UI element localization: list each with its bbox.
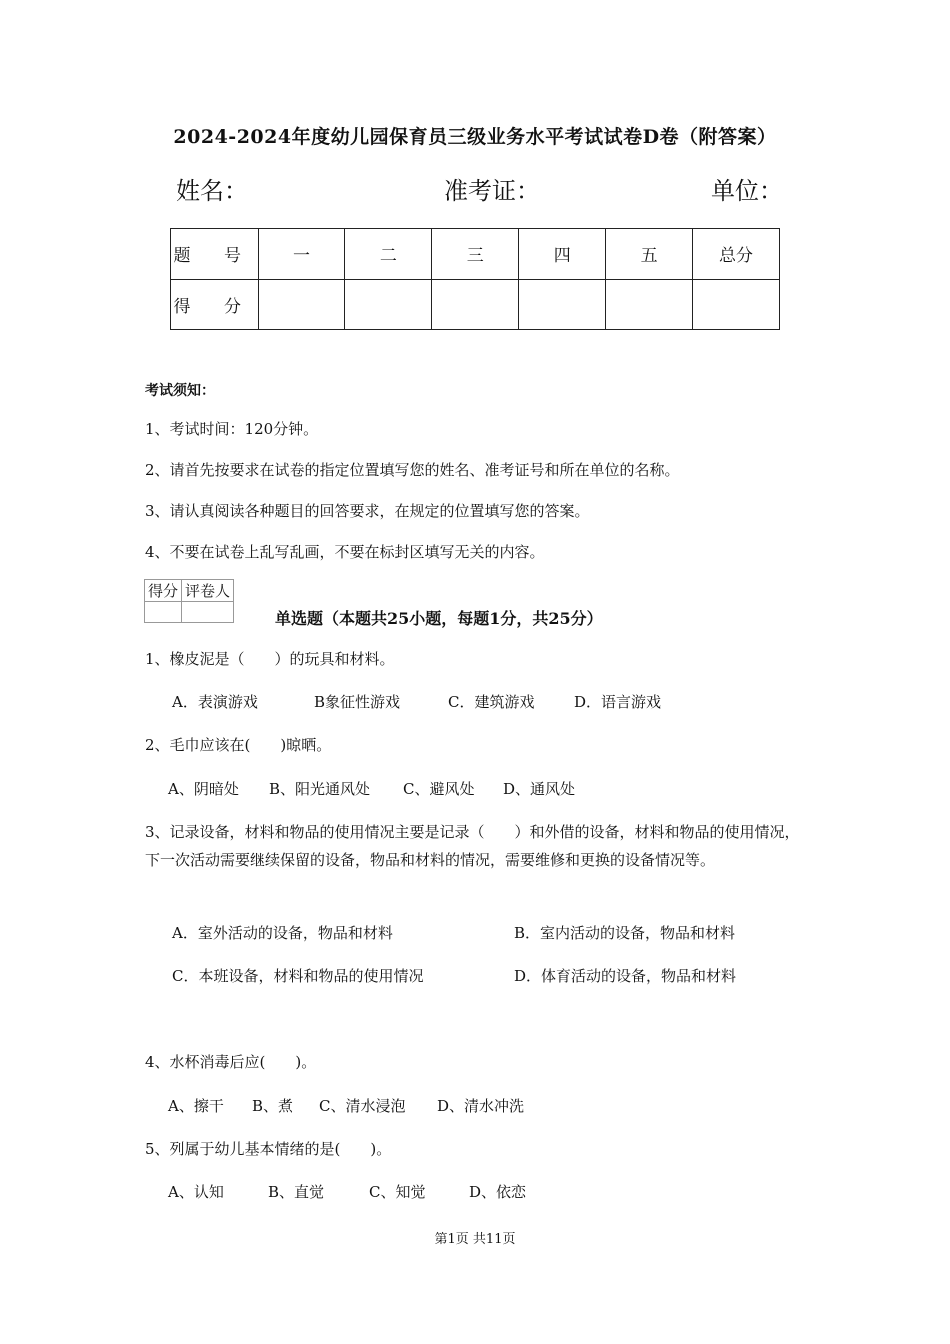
- notice-item-1: 1、考试时间：120分钟。: [145, 420, 319, 438]
- score-cell-5: [606, 279, 693, 330]
- score-cell-total: [693, 279, 780, 330]
- question-2: 2、毛巾应该在( )晾晒。: [145, 736, 332, 754]
- score-table-header-total: 总分: [693, 229, 780, 280]
- exam-title: 2024-2024年度幼儿园保育员三级业务水平考试试卷D卷（附答案）: [173, 126, 777, 148]
- question-3: 3、记录设备，材料和物品的使用情况主要是记录（ ）和外借的设备，材料和物品的使用情况，下一次活动需要继续保留的设备，物品和材料的情况，需要维修和更换的设备情况等。: [145, 823, 800, 869]
- score-table-header-label: 题 号: [171, 229, 259, 280]
- q5-option-a: A、认知: [168, 1183, 224, 1201]
- grader-box-grader-cell: [182, 602, 234, 623]
- grader-box-score-cell: [145, 602, 182, 623]
- q3-option-c: C．本班设备，材料和物品的使用情况: [172, 967, 424, 985]
- score-table: [170, 228, 780, 330]
- score-table-score-label: 得 分: [171, 279, 259, 330]
- score-cell-2: [345, 279, 432, 330]
- score-table-header-4: 四: [519, 229, 606, 280]
- q4-option-a: A、擦干: [168, 1097, 224, 1115]
- q1-option-c: C．建筑游戏: [448, 693, 535, 711]
- exam-id-field-label: 准考证：: [444, 177, 540, 205]
- score-cell-1: [258, 279, 345, 330]
- question-4: 4、水杯消毒后应( )。: [145, 1053, 317, 1071]
- notice-heading: 考试须知：: [145, 383, 215, 399]
- score-table-header-3: 三: [432, 229, 519, 280]
- grader-box-score-label: 得分: [145, 580, 182, 602]
- notice-item-4: 4、不要在试卷上乱写乱画，不要在标封区填写无关的内容。: [145, 543, 545, 561]
- section-title: 单选题（本题共25小题，每题1分，共25分）: [275, 609, 603, 628]
- notice-item-3: 3、请认真阅读各种题目的回答要求，在规定的位置填写您的答案。: [145, 502, 590, 520]
- score-table-header-5: 五: [606, 229, 693, 280]
- q1-option-b: B象征性游戏: [314, 693, 401, 711]
- name-field-label: 姓名：: [176, 177, 248, 205]
- grader-box: [144, 579, 234, 623]
- q2-option-a: A、阴暗处: [168, 780, 239, 798]
- q4-option-d: D、清水冲洗: [437, 1097, 525, 1115]
- score-cell-3: [432, 279, 519, 330]
- q5-option-b: B、直觉: [268, 1183, 325, 1201]
- q2-option-c: C、避风处: [403, 780, 475, 798]
- q4-option-b: B、煮: [252, 1097, 294, 1115]
- q5-option-d: D、依恋: [469, 1183, 527, 1201]
- q1-option-a: A．表演游戏: [172, 693, 258, 711]
- score-table-score-row: [171, 279, 780, 330]
- score-table-header-2: 二: [345, 229, 432, 280]
- unit-field-label: 单位：: [711, 177, 783, 205]
- question-5: 5、列属于幼儿基本情绪的是( )。: [145, 1140, 392, 1158]
- q3-option-d: D．体育活动的设备，物品和材料: [514, 967, 737, 985]
- q3-option-b: B．室内活动的设备，物品和材料: [514, 924, 736, 942]
- q3-option-a: A．室外活动的设备，物品和材料: [172, 924, 393, 942]
- q4-option-c: C、清水浸泡: [319, 1097, 406, 1115]
- q2-option-d: D、通风处: [503, 780, 576, 798]
- score-table-header-1: 一: [258, 229, 345, 280]
- q1-option-d: D．语言游戏: [574, 693, 662, 711]
- score-cell-4: [519, 279, 606, 330]
- q5-option-c: C、知觉: [369, 1183, 426, 1201]
- notice-item-2: 2、请首先按要求在试卷的指定位置填写您的姓名、准考证号和所在单位的名称。: [145, 461, 680, 479]
- question-1: 1、橡皮泥是（ ）的玩具和材料。: [145, 650, 395, 668]
- score-table-header-row: [171, 229, 780, 280]
- q2-option-b: B、阳光通风处: [269, 780, 371, 798]
- page-footer: 第1页 共11页: [434, 1232, 516, 1247]
- grader-box-grader-label: 评卷人: [182, 580, 234, 602]
